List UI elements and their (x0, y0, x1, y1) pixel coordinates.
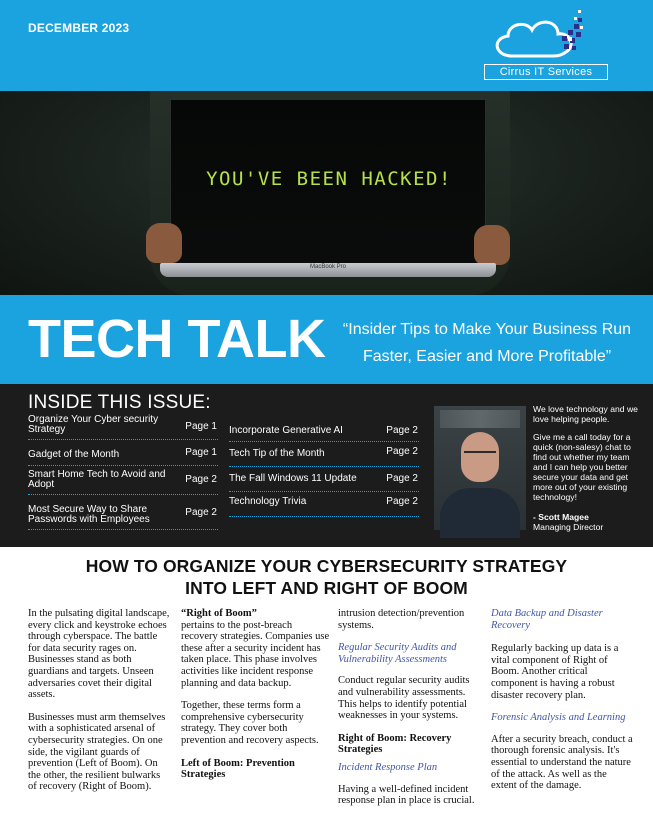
article-column-3 (338, 608, 484, 818)
article-section-heading: Right of Boom: Recovery Strategies (338, 732, 452, 756)
laptop-screen (170, 99, 486, 275)
cloud-icon (484, 6, 608, 66)
toc-column-1 (28, 414, 218, 530)
hacked-message: YOU'VE BEEN HACKED! (206, 168, 452, 190)
toc-item[interactable] (28, 414, 218, 440)
article-section-heading: Left of Boom: Prevention Strategies (181, 757, 295, 781)
toc-item[interactable] (229, 442, 419, 467)
toc-item[interactable] (28, 440, 218, 466)
toc-item[interactable] (28, 495, 218, 530)
title-band (0, 295, 653, 384)
logo-wordmark: Cirrus IT Services (484, 64, 608, 80)
article-italic-subheading: Incident Response Plan (338, 761, 438, 773)
article-column-2 (181, 608, 331, 781)
laptop-label: MacBook Pro (309, 264, 346, 270)
toc-item-title: Incorporate Generative AI (229, 425, 343, 436)
toc-item-title: Technology Trivia (229, 496, 307, 507)
tagline-line-1: “Insider Tips to Make Your Business Run (342, 321, 632, 338)
article-title (0, 555, 653, 599)
author-photo (434, 406, 526, 530)
issue-date: DECEMBER 2023 (28, 21, 130, 35)
bio-call-to-action: Give me a call today for a quick (non-salesy) chat to find out whether my team and I can help you better secure your data and get more out of your existing technology! (533, 432, 631, 502)
hero-image (0, 91, 653, 295)
article-italic-subheading: Data Backup and Disaster Recovery (491, 608, 603, 631)
tagline-line-2: Faster, Easier and More Profitable” (362, 348, 612, 365)
issue-heading: INSIDE THIS ISSUE: (28, 392, 211, 413)
toc-item-title: Gadget of the Month (28, 449, 120, 460)
article-paragraph: pertains to the post-breach recovery strategies. Companies use these after a security incident has taken place. This phase involves activities like incident response planning and data backup. (181, 619, 330, 689)
article-paragraph: intrusion detection/prevention systems. (338, 608, 465, 631)
author-role: Managing Director (533, 522, 604, 532)
toc-item[interactable] (229, 492, 419, 517)
toc-item-title: Organize Your Cyber security Strategy (28, 414, 159, 435)
article-title-line-2: INTO LEFT AND RIGHT OF BOOM (185, 578, 468, 598)
bio-intro: We love technology and we love helping people. (533, 404, 638, 424)
toc-item-page: Page 1 (185, 421, 217, 432)
laptop-base (160, 263, 496, 277)
article-italic-subheading: Forensic Analysis and Learning (491, 712, 626, 724)
article-paragraph: Regularly backing up data is a vital component of Right of Boom. Another critical component is having a robust disaster recovery plan. (491, 643, 619, 701)
tagline-quote (335, 316, 639, 370)
article-subheading: “Right of Boom” (181, 608, 257, 619)
toc-item-title: Tech Tip of the Month (229, 448, 325, 459)
article-italic-subheading: Regular Security Audits and Vulnerability Assessments (338, 642, 457, 665)
right-hand (474, 225, 510, 265)
toc-item-title: Smart Home Tech to Avoid and Adopt (28, 469, 166, 490)
toc-item-page: Page 2 (185, 507, 217, 518)
toc-item-page: Page 2 (386, 496, 418, 507)
toc-item[interactable] (229, 418, 419, 442)
toc-item[interactable] (28, 466, 218, 495)
author-signature (533, 512, 645, 532)
article-title-line-1: HOW TO ORGANIZE YOUR CYBERSECURITY STRATEGY (85, 556, 568, 576)
article-paragraph: Having a well-defined incident response plan in place is crucial. (338, 783, 475, 807)
toc-item-page: Page 2 (386, 425, 418, 436)
cirrus-logo (484, 6, 608, 82)
article-column-4 (491, 608, 635, 803)
article-paragraph: In the pulsating digital landscape, every click and keystroke echoes through cyberspace. The battle for data security rages on. Businesses stand as both guardians and targets. Unseen adversaries covet their digital assets. (28, 608, 170, 701)
toc-item-title: Most Secure Way to Share Passwords with Employees (28, 504, 150, 525)
newsletter-header (0, 0, 653, 91)
author-bio (533, 404, 645, 532)
toc-item-page: Page 2 (185, 474, 217, 485)
toc-item-page: Page 1 (185, 447, 217, 458)
article-paragraph: After a security breach, conduct a thorough forensic analysis. It's essential to understand the nature of the attack. As well as the extent of the damage. (491, 733, 633, 792)
newsletter-title: TECH TALK (28, 309, 326, 369)
left-hand (146, 223, 182, 263)
inside-this-issue (0, 384, 653, 547)
article-paragraph: Businesses must arm themselves with a sophisticated arsenal of cybersecurity strategies. On one side, the vigilant guards of prevention (Left of Boom). On the other, the resilient bulwarks of recovery (Right of Boom). (28, 711, 166, 793)
article-paragraph: Conduct regular security audits and vulnerability assessments. This helps to identify potential weaknesses in your systems. (338, 675, 470, 722)
toc-item-page: Page 2 (386, 446, 418, 457)
toc-item-title: The Fall Windows 11 Update (229, 473, 357, 484)
toc-column-2 (229, 418, 419, 517)
toc-item-page: Page 2 (386, 473, 418, 484)
article-paragraph: Together, these terms form a comprehensive cybersecurity strategy. They cover both prevention and recovery aspects. (181, 700, 319, 746)
author-name: - Scott Magee (533, 512, 589, 522)
article-column-1 (28, 608, 170, 804)
toc-item[interactable] (229, 467, 419, 492)
